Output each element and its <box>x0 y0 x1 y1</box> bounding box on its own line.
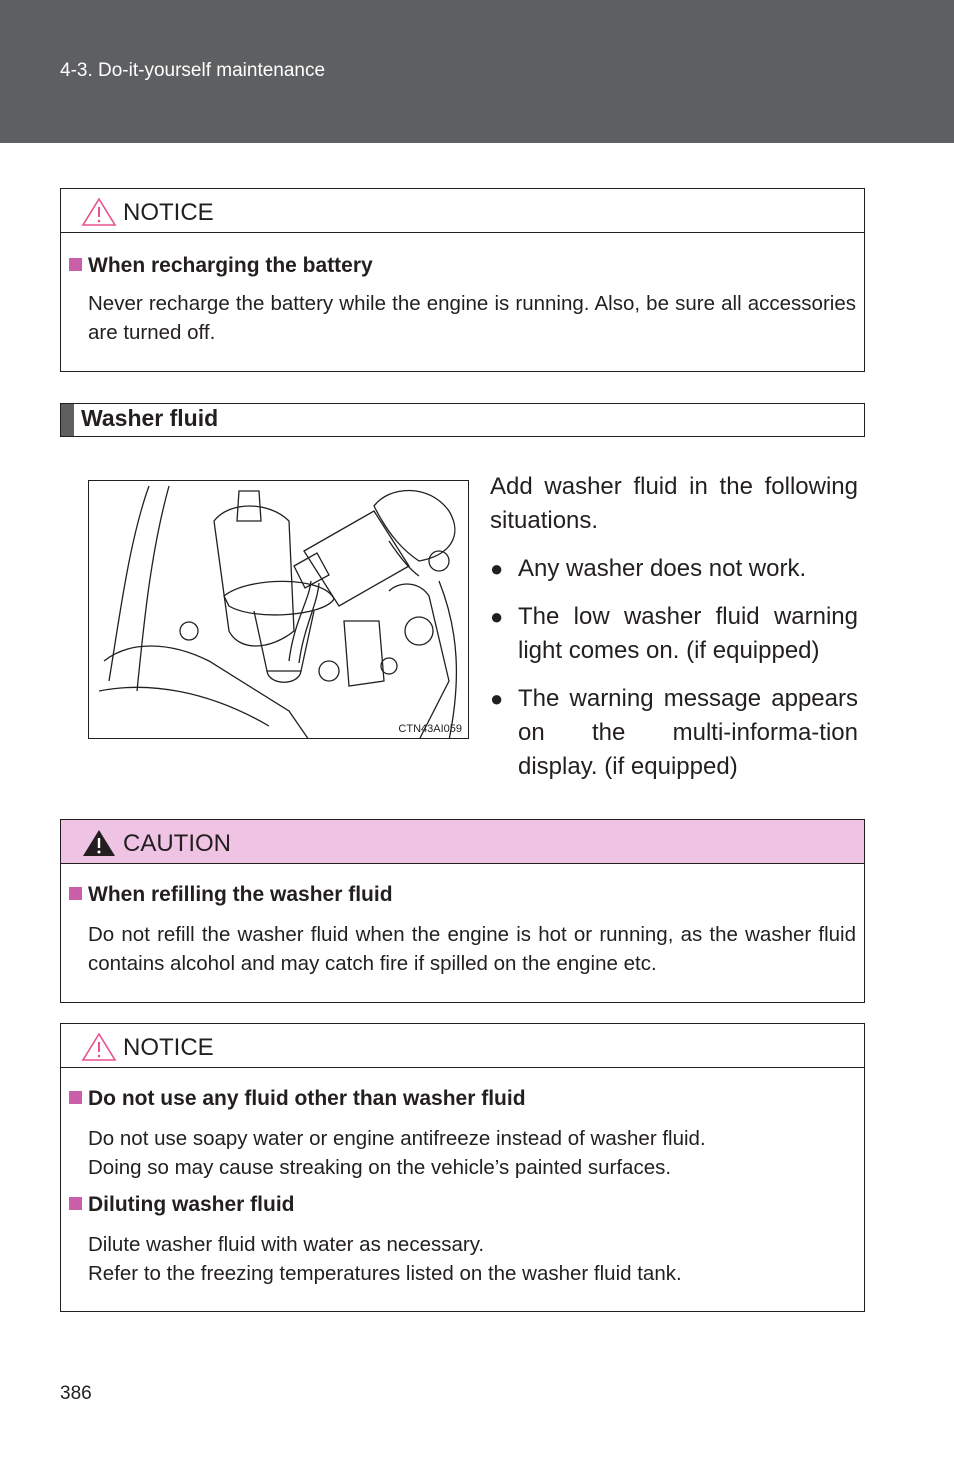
notice-box-battery <box>60 188 865 372</box>
notice-subheading: When recharging the battery <box>69 254 373 278</box>
bullet-dot-icon: ● <box>490 604 504 629</box>
figure-code: CTN43AI059 <box>398 723 462 735</box>
caution-text: Do not refill the washer fluid when the engine is hot or running, as the washer fluid contains alcohol and may catch fire if spilled on the engine etc. <box>88 923 856 975</box>
pink-square-icon <box>69 258 82 271</box>
caution-subheading: When refilling the washer fluid <box>69 883 393 907</box>
section-title: Washer fluid <box>81 405 219 431</box>
warning-filled-icon <box>81 828 117 858</box>
notice-subheading: Do not use any fluid other than washer fluid <box>69 1087 526 1111</box>
notice-label: NOTICE <box>123 1034 214 1061</box>
engine-bay-drawing <box>89 481 469 739</box>
notice-text: Never recharge the battery while the engine is running. Also, be sure all accessories are turned off. <box>88 292 856 344</box>
section-title-bar <box>60 403 865 437</box>
warning-outline-icon <box>81 1032 117 1062</box>
caution-header <box>61 820 864 864</box>
intro-text: Add washer fluid in the following situations. <box>490 473 858 534</box>
bullet-dot-icon: ● <box>490 686 504 711</box>
bullet-dot-icon: ● <box>490 556 504 581</box>
pink-square-icon <box>69 1197 82 1210</box>
section-accent <box>61 404 74 436</box>
notice-box-washer <box>60 1023 865 1312</box>
notice-header <box>61 189 864 233</box>
washer-fluid-illustration <box>88 480 469 739</box>
section-header: 4-3. Do-it-yourself maintenance <box>60 60 326 81</box>
notice-text: Dilute washer fluid with water as necessary. Refer to the freezing temperatures listed on the washer fluid tank. <box>88 1233 682 1285</box>
notice-label: NOTICE <box>123 199 214 226</box>
caution-box <box>60 819 865 1003</box>
warning-outline-icon <box>81 197 117 227</box>
pink-square-icon <box>69 887 82 900</box>
page-number: 386 <box>60 1383 92 1404</box>
pink-square-icon <box>69 1091 82 1104</box>
notice-header <box>61 1024 864 1068</box>
caution-label: CAUTION <box>123 830 231 857</box>
notice-text: Do not use soapy water or engine antifreeze instead of washer fluid. Doing so may cause streaking on the vehicle’s painted surfaces. <box>88 1127 706 1179</box>
notice-subheading: Diluting washer fluid <box>69 1193 295 1217</box>
